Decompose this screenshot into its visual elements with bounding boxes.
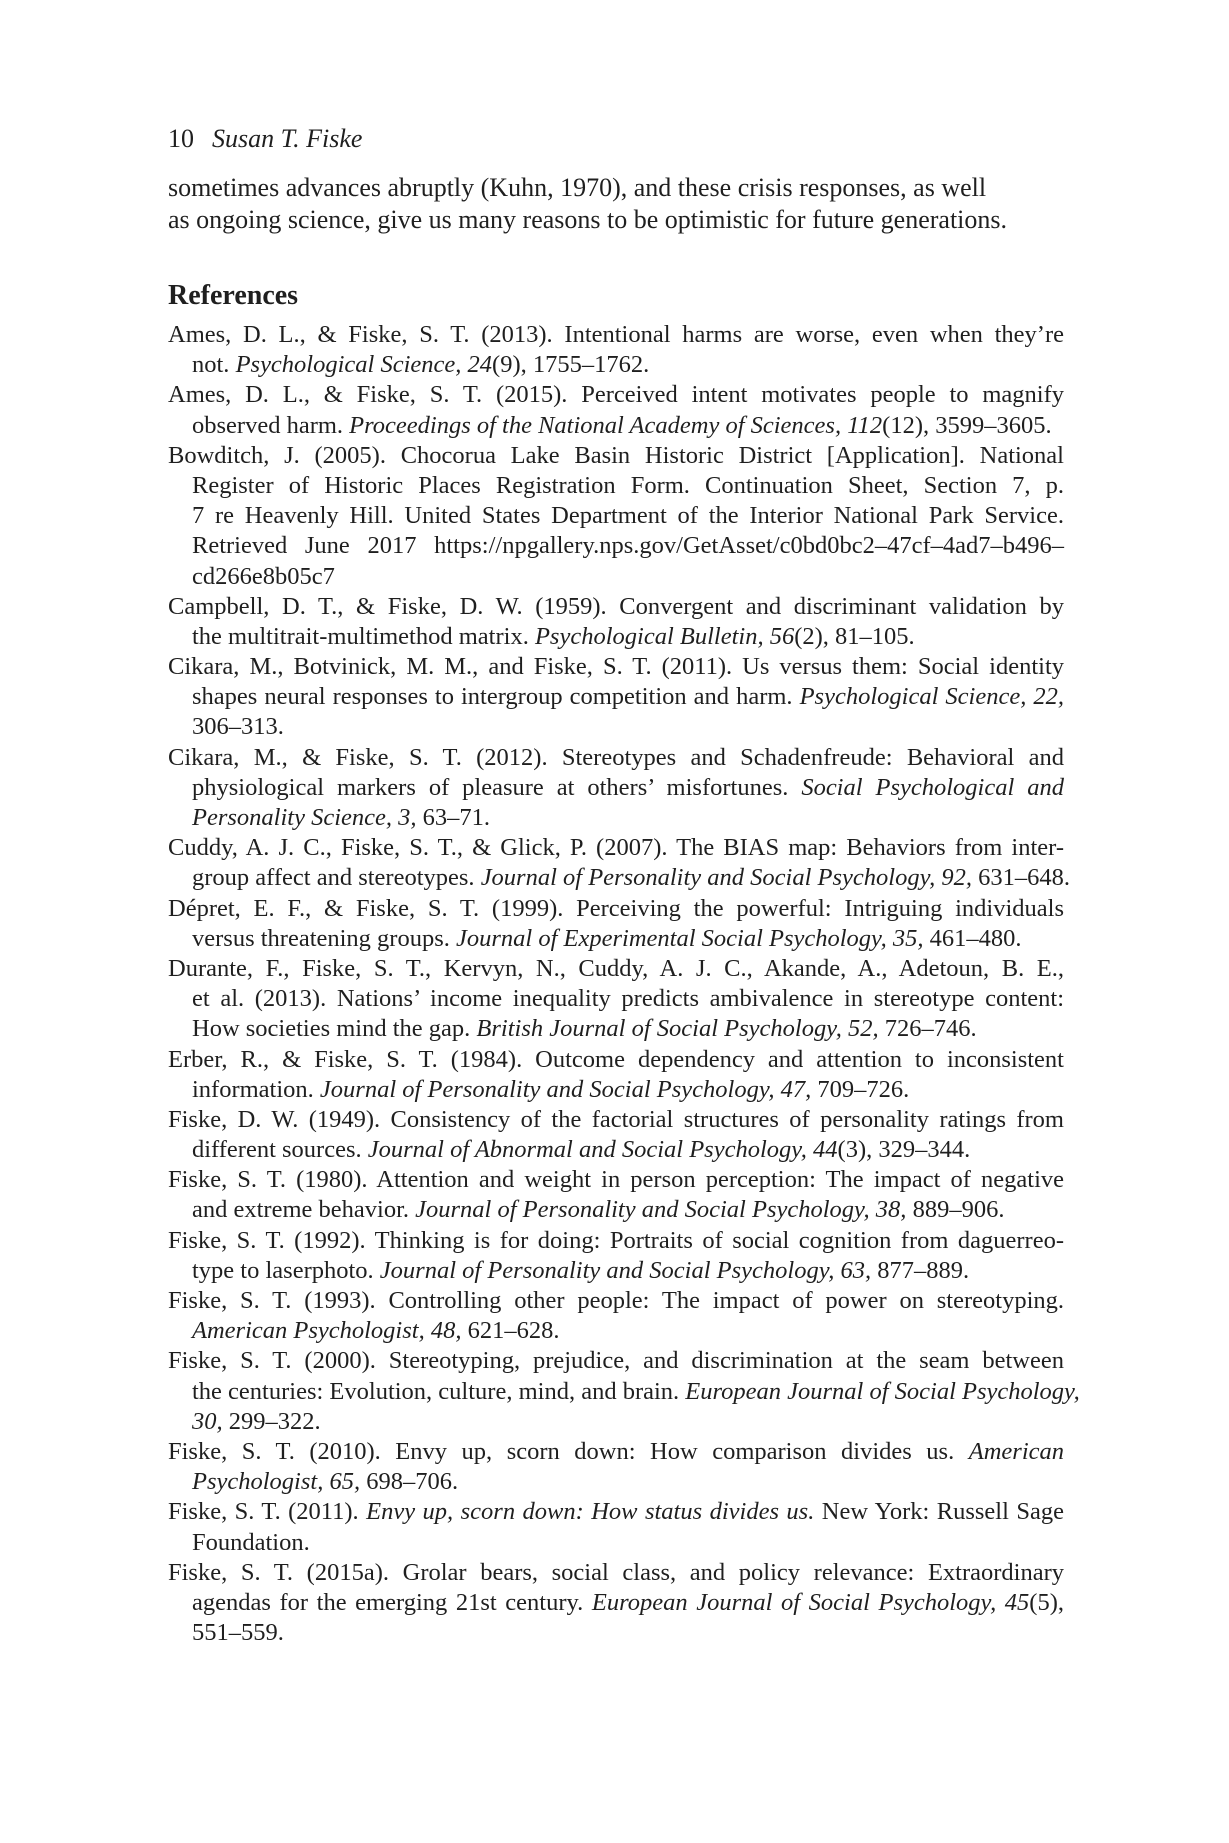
reference-line [168, 652, 1064, 682]
reference-line [168, 1467, 1064, 1497]
reference-italic-text: Psychological Bulletin, 56 [534, 622, 795, 650]
reference-line [168, 682, 1064, 712]
reference-text: Dépret, E. F., & Fiske, S. T. (1999). Perceiving the powerful: Intriguing individuals [168, 894, 1064, 922]
reference-text: How societies mind the gap. [192, 1015, 477, 1043]
reference-text: (9), 1755–1762. [492, 351, 650, 379]
reference-text: type to laserphoto. [192, 1256, 380, 1284]
reference-text: Durante, F., Fiske, S. T., Kervyn, N., Cuddy, A. J. C., Akande, A., Adetoun, B. E., [168, 954, 1064, 982]
reference-line [168, 1437, 1064, 1467]
reference-line [168, 1135, 1064, 1165]
reference-text: (12), 3599–3605. [882, 411, 1052, 439]
reference-text: cd266e8b05c7 [192, 562, 335, 590]
reference-text: New York: Russell Sage [814, 1498, 1064, 1526]
reference-entry [168, 894, 1064, 954]
reference-text: Bowditch, J. (2005). Chocorua Lake Basin Historic District [Application]. National [168, 441, 1064, 469]
reference-text: 461–480. [923, 924, 1022, 952]
reference-entry [168, 1497, 1064, 1557]
reference-line [168, 1316, 1064, 1346]
reference-entry [168, 320, 1064, 380]
reference-line [168, 320, 1064, 350]
reference-text: Cikara, M., Botvinick, M. M., and Fiske, S. T. (2011). Us versus them: Social identity [168, 653, 1064, 681]
reference-text: Cuddy, A. J. C., Fiske, S. T., & Glick, P. (2007). The BIAS map: Behaviors from inter- [168, 834, 1064, 862]
reference-text: 698–706. [360, 1468, 459, 1496]
reference-entry [168, 743, 1064, 834]
reference-line [168, 1377, 1080, 1407]
reference-text: 306–313. [192, 713, 284, 741]
reference-italic-text: Personality Science, 3, [192, 804, 417, 831]
reference-text: Campbell, D. T., & Fiske, D. W. (1959). Convergent and discriminant validation by [168, 592, 1064, 620]
reference-line [168, 924, 1064, 954]
reference-italic-text: Journal of Personality and Social Psychology, 63, [379, 1256, 872, 1284]
reference-text: 726–746. [878, 1015, 977, 1043]
reference-text: 7 re Heavenly Hill. United States Department of the Interior National Park Service. [192, 502, 1064, 530]
reference-text: Fiske, S. T. (2000). Stereotyping, prejudice, and discrimination at the seam between [168, 1347, 1064, 1375]
reference-line [168, 894, 1064, 924]
reference-line [168, 1105, 1064, 1135]
reference-line [168, 773, 1064, 803]
reference-text: Fiske, S. T. (2010). Envy up, scorn down: How comparison divides us. [168, 1437, 969, 1465]
reference-line [168, 562, 1064, 592]
reference-entry [168, 1558, 1064, 1649]
references-heading: References [168, 280, 299, 311]
reference-line [168, 743, 1064, 773]
reference-text: Fiske, S. T. (1980). Attention and weight in person perception: The impact of negative [168, 1166, 1064, 1194]
reference-text: different sources. [192, 1136, 368, 1164]
reference-line [168, 1558, 1064, 1588]
reference-entry [168, 1045, 1064, 1105]
reference-text: (3), 329–344. [837, 1136, 971, 1164]
reference-text: Ames, D. L., & Fiske, S. T. (2015). Perceived intent motivates people to magnify [168, 381, 1064, 409]
reference-line [168, 1165, 1064, 1195]
reference-line [168, 803, 1064, 833]
reference-line [168, 471, 1064, 501]
reference-text: Ames, D. L., & Fiske, S. T. (2013). Intentional harms are worse, even when they’re [168, 321, 1064, 348]
reference-text: versus threatening groups. [192, 924, 456, 952]
reference-text: observed harm. [192, 411, 350, 439]
reference-line [168, 954, 1064, 984]
reference-italic-text: Proceedings of the National Academy of Sciences, 112 [349, 411, 883, 439]
reference-line [168, 380, 1064, 410]
reference-text: information. [192, 1075, 320, 1103]
reference-text: Retrieved June 2017 https://npgallery.nps.gov/GetAsset/c0bd0bc2–47cf–4ad7–b496– [192, 532, 1064, 560]
reference-text: 299–322. [222, 1407, 321, 1435]
reference-entry [168, 380, 1064, 440]
reference-text: Erber, R., & Fiske, S. T. (1984). Outcome dependency and attention to inconsistent [168, 1045, 1064, 1073]
reference-entry [168, 954, 1064, 1045]
reference-text: Fiske, S. T. (2011). [168, 1498, 367, 1526]
reference-text: group affect and stereotypes. [192, 864, 481, 892]
reference-line [168, 1497, 1064, 1527]
reference-italic-text: 30, [192, 1407, 223, 1435]
reference-entry [168, 652, 1064, 743]
reference-text: Register of Historic Places Registration Form. Continuation Sheet, Section 7, p. [192, 471, 1064, 499]
reference-text: Fiske, S. T. (2015a). Grolar bears, social class, and policy relevance: Extraordinary [168, 1558, 1064, 1586]
reference-italic-text: American Psychologist, 48, [192, 1317, 462, 1345]
reference-line [168, 411, 1064, 441]
reference-line [168, 1045, 1064, 1075]
reference-italic-text: Psychological Science, 24 [235, 351, 493, 379]
reference-line [168, 1195, 1064, 1225]
reference-text: the multitrait-multimethod matrix. [192, 622, 535, 650]
reference-line [168, 863, 1070, 893]
reference-entry [168, 1226, 1064, 1286]
reference-italic-text: Psychologist, 65, [192, 1468, 361, 1496]
reference-line [168, 1588, 1064, 1618]
reference-line [168, 622, 1064, 652]
reference-entry [168, 1437, 1064, 1497]
reference-text: Fiske, S. T. (1992). Thinking is for doing: Portraits of social cognition from daguerreo- [168, 1226, 1064, 1254]
reference-entry [168, 592, 1064, 652]
reference-line [168, 501, 1064, 531]
reference-text: 631–648. [971, 864, 1070, 892]
paragraph-line: as ongoing science, give us many reasons to be optimistic for future generations. [168, 205, 1008, 234]
reference-italic-text: Envy up, scorn down: How status divides us. [366, 1498, 815, 1526]
reference-text: 551–559. [192, 1619, 284, 1647]
reference-text: physiological markers of pleasure at others’ misfortunes. [192, 773, 802, 801]
reference-entry [168, 441, 1064, 592]
reference-line [168, 1075, 1064, 1105]
reference-line [168, 1618, 1064, 1648]
running-head-author: Susan T. Fiske [212, 124, 363, 153]
reference-italic-text: Journal of Personality and Social Psychology, 38, [415, 1196, 907, 1224]
reference-line [168, 1407, 1064, 1437]
reference-entry [168, 1286, 1064, 1346]
reference-text: (5), [1029, 1588, 1064, 1616]
reference-line [168, 441, 1064, 471]
reference-line [168, 592, 1064, 622]
reference-italic-text: European Journal of Social Psychology, 45 [591, 1588, 1030, 1616]
references-list [168, 320, 1080, 1648]
reference-text: agendas for the emerging 21st century. [192, 1588, 592, 1616]
reference-italic-text: Psychological Science, 22, [799, 683, 1064, 711]
reference-line [168, 1346, 1064, 1376]
reference-italic-text: Journal of Experimental Social Psychology, 35, [456, 924, 924, 952]
reference-line [168, 1286, 1064, 1316]
reference-line [168, 1256, 1064, 1286]
reference-text: shapes neural responses to intergroup competition and harm. [192, 683, 800, 711]
reference-text: Cikara, M., & Fiske, S. T. (2012). Stereotypes and Schadenfreude: Behavioral and [168, 743, 1064, 771]
reference-text: 889–906. [906, 1196, 1005, 1224]
reference-text: 709–726. [811, 1075, 910, 1103]
reference-italic-text: Journal of Personality and Social Psychology, 92, [480, 864, 972, 892]
reference-text: not. [192, 351, 236, 379]
reference-italic-text: American [968, 1437, 1064, 1465]
reference-line [168, 1528, 1064, 1558]
reference-italic-text: European Journal of Social Psychology, [685, 1377, 1080, 1405]
reference-italic-text: Journal of Personality and Social Psychology, 47, [319, 1075, 812, 1103]
reference-text: 621–628. [461, 1317, 560, 1345]
reference-text: Foundation. [192, 1528, 310, 1556]
reference-line [168, 1014, 1064, 1044]
reference-text: Fiske, D. W. (1949). Consistency of the factorial structures of personality ratings from [168, 1105, 1064, 1133]
reference-text: the centuries: Evolution, culture, mind, and brain. [192, 1377, 686, 1405]
paragraph-line: sometimes advances abruptly (Kuhn, 1970), and these crisis responses, as well [168, 173, 987, 202]
reference-line [168, 1226, 1064, 1256]
reference-entry [168, 833, 1070, 893]
reference-text: 63–71. [416, 804, 491, 831]
page-number: 10 [168, 124, 194, 153]
intro-paragraph [168, 172, 1064, 236]
running-head [168, 122, 362, 156]
reference-line [168, 531, 1064, 561]
reference-entry [168, 1346, 1080, 1437]
reference-line [168, 984, 1064, 1014]
reference-line [168, 350, 1064, 380]
reference-italic-text: Journal of Abnormal and Social Psychology, 44 [367, 1136, 838, 1164]
reference-entry [168, 1165, 1064, 1225]
reference-italic-text: British Journal of Social Psychology, 52, [476, 1015, 879, 1043]
reference-text: et al. (2013). Nations’ income inequality predicts ambivalence in stereotype content: [192, 985, 1064, 1013]
reference-text: 877–889. [871, 1256, 970, 1284]
reference-text: and extreme behavior. [192, 1196, 416, 1224]
reference-line [168, 833, 1064, 863]
reference-line [168, 712, 1064, 742]
reference-italic-text: Social Psychological and [801, 773, 1064, 801]
reference-text: (2), 81–105. [794, 622, 915, 650]
reference-entry [168, 1105, 1064, 1165]
reference-text: Fiske, S. T. (1993). Controlling other people: The impact of power on stereotyping. [168, 1287, 1064, 1314]
